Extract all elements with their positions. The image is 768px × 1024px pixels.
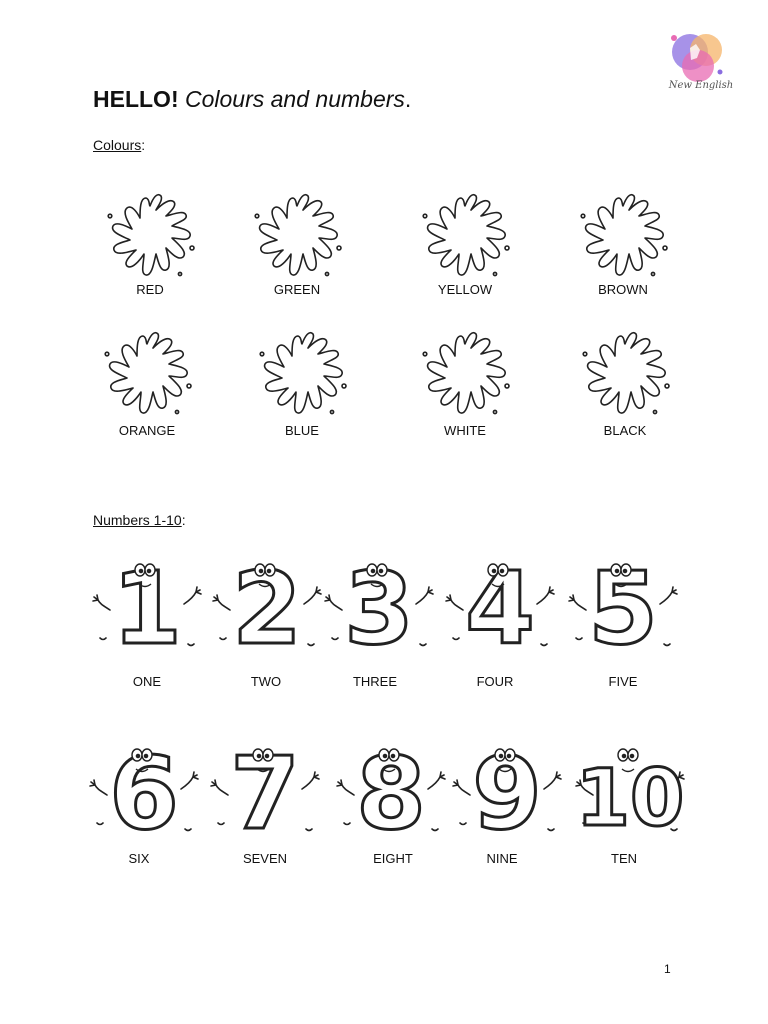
number-word: TEN xyxy=(611,851,637,866)
cartoon-number-eight-icon xyxy=(336,733,446,845)
colour-label: YELLOW xyxy=(437,282,493,297)
cartoon-digit: 8 xyxy=(356,735,426,845)
number-item-nine xyxy=(452,733,562,883)
number-word: EIGHT xyxy=(373,851,413,866)
number-item-five xyxy=(568,548,678,698)
cartoon-digit: 6 xyxy=(109,735,179,845)
number-item-seven xyxy=(210,733,320,883)
cartoon-number-three-icon xyxy=(324,548,434,660)
numbers-section-label xyxy=(93,512,186,528)
paint-splat-icon xyxy=(252,326,352,421)
colours-section-label xyxy=(93,137,145,153)
paint-splat-icon xyxy=(247,188,347,283)
cartoon-digit: 3 xyxy=(344,550,414,660)
cartoon-number-four-icon xyxy=(445,548,555,660)
colour-label: ORANGE xyxy=(118,423,176,438)
cartoon-number-two-icon xyxy=(212,548,322,660)
paint-splat-icon xyxy=(573,188,673,283)
title-period: . xyxy=(404,86,412,112)
cartoon-digit: 9 xyxy=(472,735,542,845)
number-word: FIVE xyxy=(608,674,638,689)
page-number: 1 xyxy=(664,962,671,976)
numbers-label-suffix: : xyxy=(181,512,186,528)
cartoon-number-nine-icon xyxy=(452,733,562,845)
number-item-two xyxy=(212,548,322,698)
title-hello: HELLO! xyxy=(93,86,179,112)
colour-label: BROWN xyxy=(598,282,648,297)
paint-splat-icon xyxy=(415,188,515,283)
cartoon-number-ten-icon xyxy=(575,733,685,845)
colour-label: BLACK xyxy=(603,423,647,438)
title-subtitle: Colours and numbers xyxy=(185,86,405,112)
number-item-four xyxy=(445,548,555,698)
number-word: FOUR xyxy=(476,674,514,689)
number-word: THREE xyxy=(352,674,398,689)
logo-text: New English xyxy=(668,80,734,91)
colour-item-black xyxy=(565,326,685,456)
cartoon-digit: 7 xyxy=(230,735,300,845)
colour-item-orange xyxy=(87,326,207,456)
paint-splat-icon xyxy=(575,326,675,421)
colour-label: GREEN xyxy=(273,282,321,297)
numbers-label: Numbers 1-10 xyxy=(93,512,182,528)
paint-splat-icon xyxy=(100,188,200,283)
number-word: SIX xyxy=(128,851,150,866)
colours-label-suffix: : xyxy=(141,137,146,153)
cartoon-number-one-icon xyxy=(92,548,202,660)
number-word: TWO xyxy=(250,674,282,689)
cartoon-digit: 10 xyxy=(575,754,685,844)
colour-label: BLUE xyxy=(285,423,319,438)
cartoon-digit: 5 xyxy=(588,550,658,660)
colour-item-white xyxy=(405,326,525,456)
cartoon-number-six-icon xyxy=(89,733,199,845)
number-word: SEVEN xyxy=(242,851,288,866)
cartoon-digit: 2 xyxy=(232,550,302,660)
colour-item-yellow xyxy=(405,188,525,318)
number-word: NINE xyxy=(486,851,518,866)
colour-item-red xyxy=(90,188,210,318)
number-item-three xyxy=(324,548,434,698)
colour-label: RED xyxy=(136,282,164,297)
colour-item-green xyxy=(237,188,357,318)
number-item-ten xyxy=(575,733,685,883)
colour-label: WHITE xyxy=(444,423,486,438)
cartoon-digit: 1 xyxy=(112,550,182,660)
number-item-eight xyxy=(336,733,446,883)
number-word: ONE xyxy=(132,674,162,689)
cartoon-digit: 4 xyxy=(465,550,535,660)
page-title xyxy=(93,86,411,113)
colours-label: Colours xyxy=(93,137,142,153)
number-item-six xyxy=(89,733,199,883)
colour-item-brown xyxy=(563,188,683,318)
paint-splat-icon xyxy=(97,326,197,421)
paint-splat-icon xyxy=(415,326,515,421)
cartoon-number-seven-icon xyxy=(210,733,320,845)
number-item-one xyxy=(92,548,202,698)
colour-item-blue xyxy=(242,326,362,456)
cartoon-number-five-icon xyxy=(568,548,678,660)
